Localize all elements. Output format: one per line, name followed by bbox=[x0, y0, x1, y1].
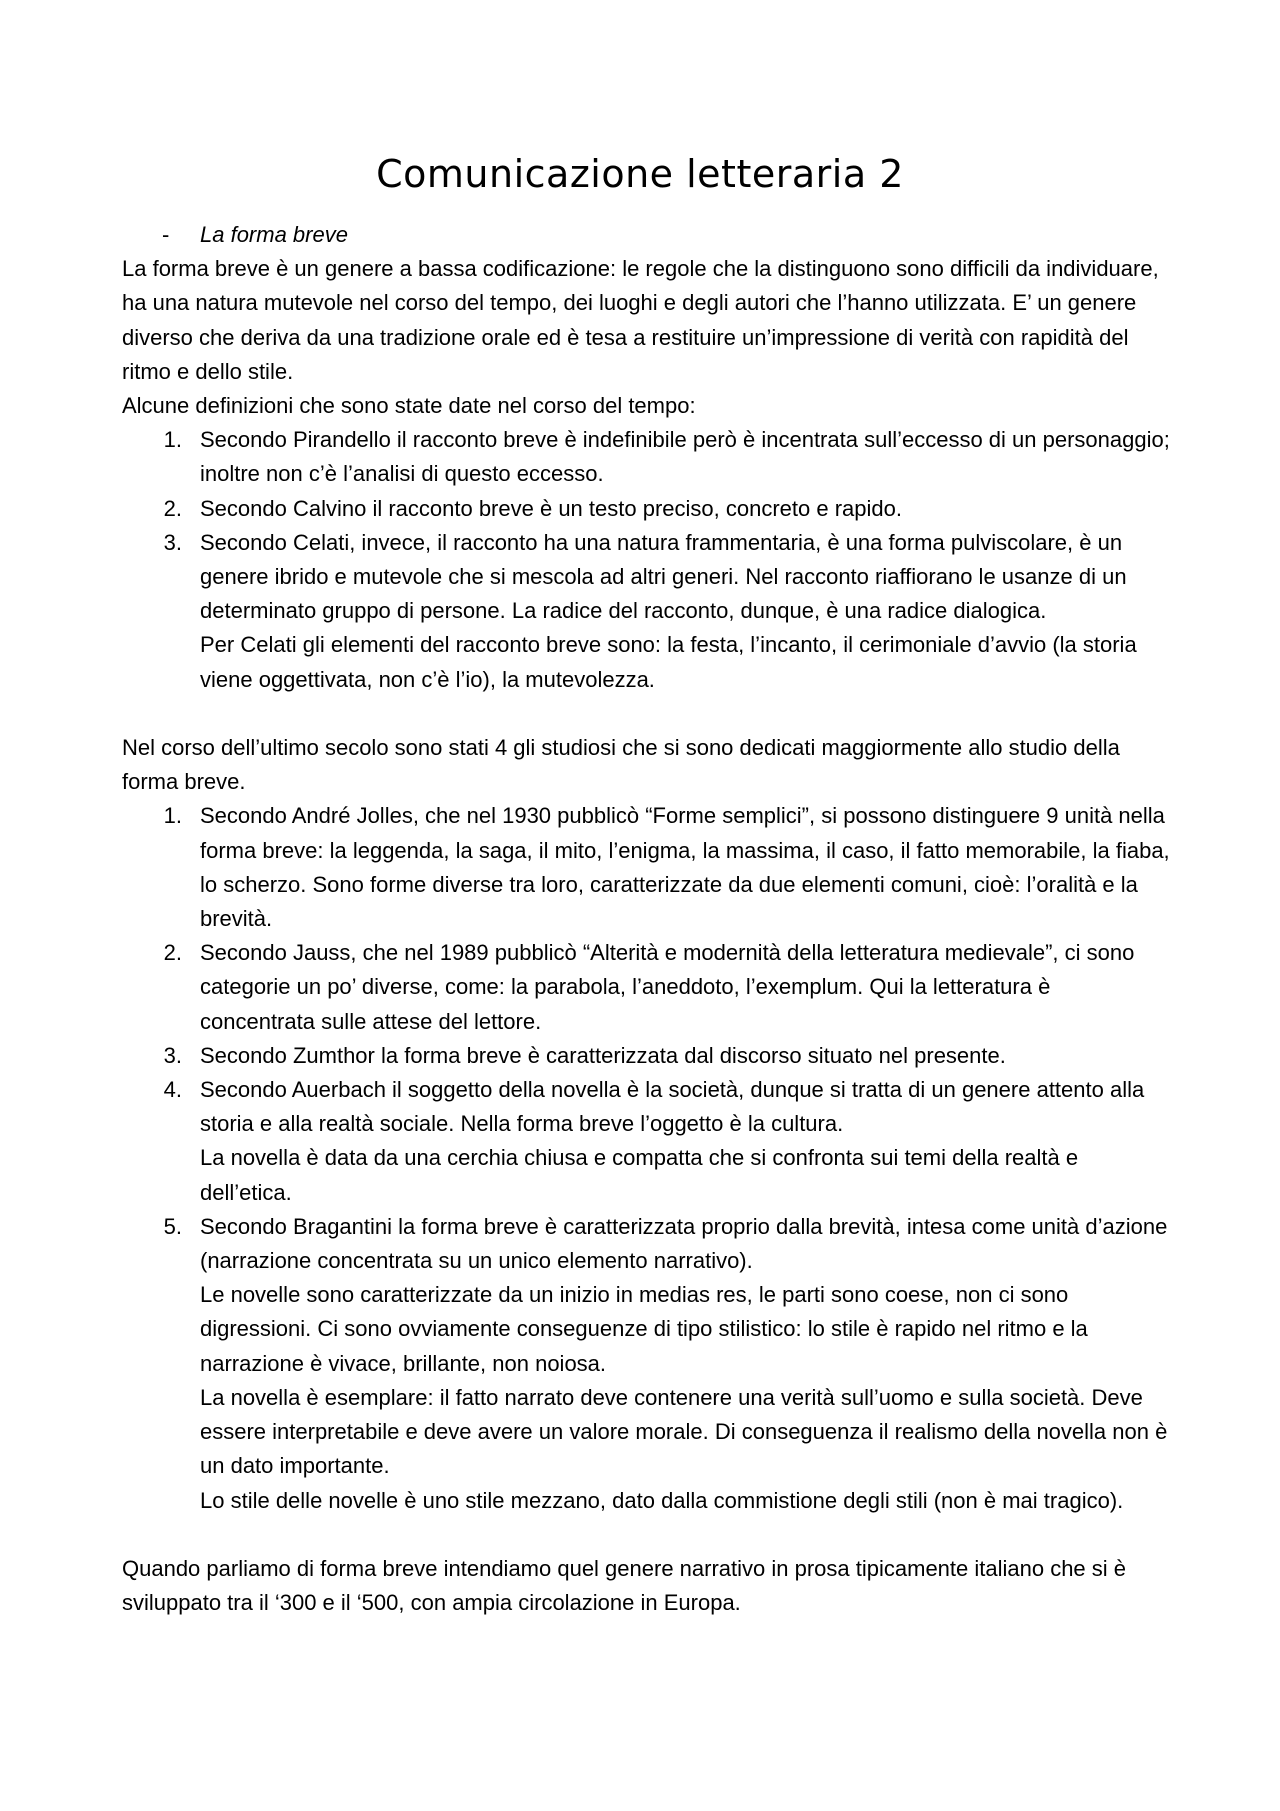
list-item-number: 3. bbox=[163, 1042, 182, 1068]
list-item bbox=[122, 1210, 1170, 1518]
list-item-body bbox=[200, 799, 1170, 936]
subheading bbox=[122, 218, 1170, 252]
scholars-intro: Nel corso dell’ultimo secolo sono stati 4 gli studiosi che si sono dedicati maggiormente allo studio della forma breve. bbox=[122, 735, 1120, 795]
dash-bullet: - bbox=[162, 222, 170, 247]
list-item-paragraph: Le novelle sono caratterizzate da un inizio in medias res, le parti sono coese, non ci sono digressioni. Ci sono ovviamente conseguenze di tipo stilistico: lo stile è rapido nel ritmo e la narrazione è vivace, brillante, non noiosa. bbox=[200, 1282, 1088, 1376]
list-item bbox=[122, 526, 1170, 697]
list-item-paragraph: Per Celati gli elementi del racconto breve sono: la festa, l’incanto, il cerimoniale d’avvio (la storia viene oggettivata, non c’è l’io), la mutevolezza. bbox=[200, 632, 1137, 692]
list-item bbox=[122, 936, 1170, 1039]
list-item-paragraph: Secondo Bragantini la forma breve è caratterizzata proprio dalla brevità, intesa come unità d’azione (narrazione concentrata su un unico elemento narrativo). bbox=[200, 1213, 1168, 1274]
list-item bbox=[122, 799, 1170, 936]
list-item-body bbox=[200, 1073, 1170, 1210]
list-item-number: 2. bbox=[163, 495, 182, 521]
definitions-list bbox=[122, 423, 1170, 697]
list-item-body bbox=[200, 1039, 1170, 1073]
intro-paragraph: La forma breve è un genere a bassa codificazione: le regole che la distinguono sono difficili da individuare, ha una natura mutevole nel corso del tempo, dei luoghi e degli autori che l’hanno utilizzata. E’ un genere diverso che deriva da una tradizione orale ed è tesa a restituire un’impressione di verità con rapidità del ritmo e dello stile. bbox=[122, 256, 1159, 384]
list-item bbox=[122, 1073, 1170, 1210]
list-item bbox=[122, 492, 1170, 526]
list-item-body bbox=[200, 936, 1170, 1039]
list-item-paragraph: Secondo André Jolles, che nel 1930 pubblicò “Forme semplici”, si possono distinguere 9 unità nella forma breve: la leggenda, la saga, il mito, l’enigma, la massima, il caso, il fatto memorabile, la fiaba, lo scherzo. Sono forme diverse tra loro, caratterizzate da due elementi comuni, cioè: l’oralità e la brevità. bbox=[200, 803, 1170, 932]
list-item-paragraph: Secondo Calvino il racconto breve è un testo preciso, concreto e rapido. bbox=[200, 495, 902, 521]
list-item-paragraph: Secondo Jauss, che nel 1989 pubblicò “Alterità e modernità della letteratura medievale”, ci sono categorie un po’ diverse, come: la parabola, l’aneddoto, l’exemplum. Qui la letteratura è concentrata sulle attese del lettore. bbox=[200, 940, 1135, 1034]
definitions-intro: Alcune definizioni che sono state date nel corso del tempo: bbox=[122, 393, 696, 419]
list-item-number: 5. bbox=[163, 1213, 182, 1239]
list-item-paragraph: Secondo Auerbach il soggetto della novella è la società, dunque si tratta di un genere attento alla storia e alla realtà sociale. Nella forma breve l’oggetto è la cultura. bbox=[200, 1077, 1145, 1137]
list-item-paragraph: Lo stile delle novelle è uno stile mezzano, dato dalla commistione degli stili (non è mai tragico). bbox=[200, 1487, 1124, 1513]
list-item-number: 3. bbox=[163, 529, 182, 555]
closing-paragraph: Quando parliamo di forma breve intendiamo quel genere narrativo in prosa tipicamente italiano che si è sviluppato tra il ‘300 e il ‘500, con ampia circolazione in Europa. bbox=[122, 1555, 1127, 1616]
subheading-text: La forma breve bbox=[200, 222, 348, 247]
list-item-paragraph: Secondo Pirandello il racconto breve è indefinibile però è incentrata sull’eccesso di un personaggio; inoltre non c’è l’analisi di questo eccesso. bbox=[200, 427, 1170, 487]
list-item-body bbox=[200, 526, 1170, 697]
blank-line bbox=[122, 1518, 1170, 1552]
list-item-number: 2. bbox=[163, 940, 182, 966]
list-item-number: 1. bbox=[163, 803, 182, 829]
list-item-number: 4. bbox=[163, 1077, 182, 1103]
scholars-list bbox=[122, 799, 1170, 1517]
list-item bbox=[122, 423, 1170, 491]
list-item-paragraph: Secondo Zumthor la forma breve è caratterizzata dal discorso situato nel presente. bbox=[200, 1042, 1006, 1068]
blank-line bbox=[122, 697, 1170, 731]
list-item-body bbox=[200, 1210, 1170, 1518]
list-item-paragraph: La novella è data da una cerchia chiusa e compatta che si confronta sui temi della realtà e dell’etica. bbox=[200, 1145, 1079, 1205]
document-body bbox=[122, 218, 1170, 1620]
list-item-body bbox=[200, 423, 1170, 491]
list-item bbox=[122, 1039, 1170, 1073]
list-item-body bbox=[200, 492, 1170, 526]
list-item-number: 1. bbox=[163, 427, 182, 453]
document-title: Comunicazione letteraria 2 bbox=[376, 152, 904, 196]
list-item-paragraph: Secondo Celati, invece, il racconto ha una natura frammentaria, è una forma pulviscolare, è un genere ibrido e mutevole che si mescola ad altri generi. Nel racconto riaffiorano le usanze di un determinato gruppo di persone. La radice del racconto, dunque, è una radice dialogica. bbox=[200, 529, 1127, 624]
list-item-paragraph: La novella è esemplare: il fatto narrato deve contenere una verità sull’uomo e sulla società. Deve essere interpretabile e deve avere un valore morale. Di conseguenza il realismo della novella non è un dato importante. bbox=[200, 1384, 1168, 1479]
